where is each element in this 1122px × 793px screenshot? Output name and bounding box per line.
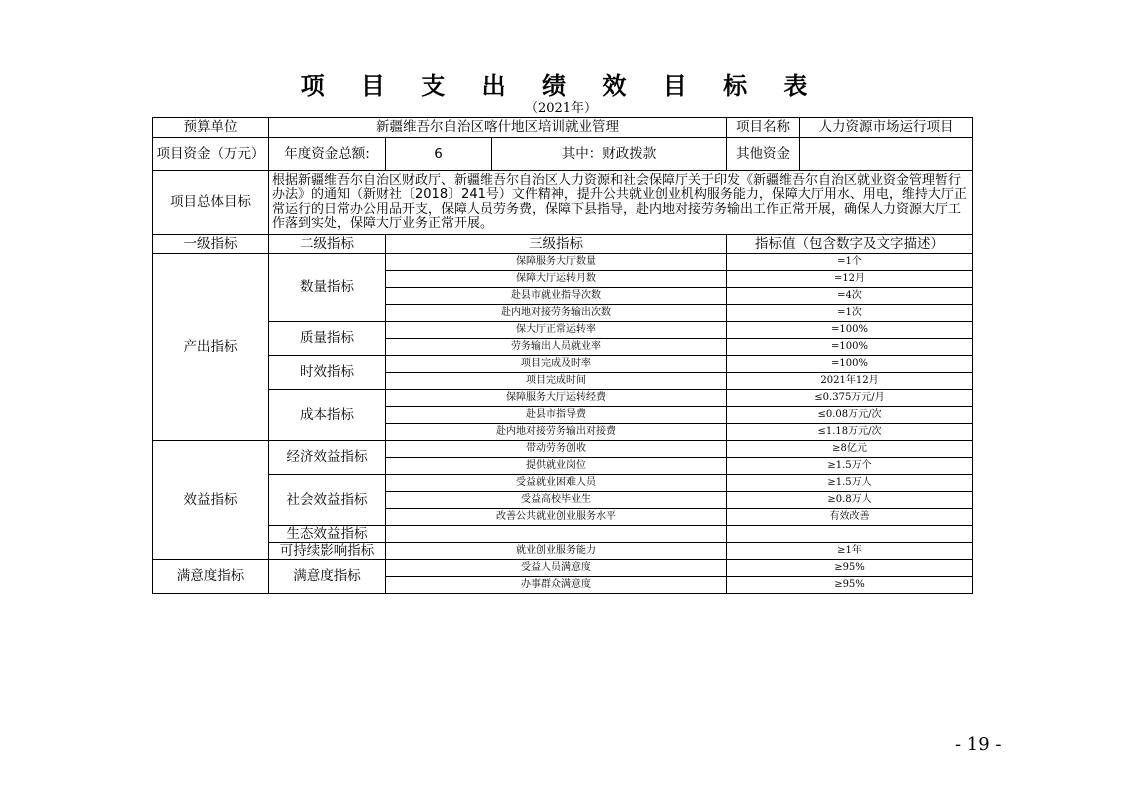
- level3-indicator: 赴县市就业指导次数: [386, 288, 727, 305]
- level3-indicator: 项目完成时间: [386, 373, 727, 390]
- level1-indicator: 满意度指标: [153, 560, 269, 594]
- level2-indicator: 社会效益指标: [269, 475, 386, 526]
- level2-indicator: 时效指标: [269, 356, 386, 390]
- table-row: [153, 254, 973, 271]
- page-title: 项 目 支 出 绩 效 目 标 表: [300, 72, 822, 100]
- indicator-value: ≥95%: [727, 560, 973, 577]
- level3-indicator: 改善公共就业创业服务水平: [386, 509, 727, 526]
- level3-indicator: [386, 526, 727, 543]
- indicator-value: ≤0.375万元/月: [727, 390, 973, 407]
- level2-indicator: 成本指标: [269, 390, 386, 441]
- table-row: [153, 560, 973, 577]
- other-label: 其他资金: [727, 138, 800, 171]
- table-row: [153, 356, 973, 373]
- level2-indicator: 数量指标: [269, 254, 386, 322]
- indicator-value: ≥0.8万人: [727, 492, 973, 509]
- indicator-value: 有效改善: [727, 509, 973, 526]
- table-row: [153, 526, 973, 543]
- table-row: [153, 390, 973, 407]
- level3-indicator: 保大厅正常运转率: [386, 322, 727, 339]
- performance-target-table: [152, 117, 973, 594]
- level3-indicator: 保障服务大厅运转经费: [386, 390, 727, 407]
- col-level1-header: 一级指标: [153, 235, 269, 254]
- page-number: - 19 -: [955, 734, 1002, 755]
- level3-indicator: 受益就业困难人员: [386, 475, 727, 492]
- year-subtitle: （2021年）: [524, 101, 598, 116]
- indicator-value: [727, 526, 973, 543]
- col-level2-header: 二级指标: [269, 235, 386, 254]
- level3-indicator: 保障服务大厅数量: [386, 254, 727, 271]
- level3-indicator: 办事群众满意度: [386, 577, 727, 594]
- level3-indicator: 劳务输出人员就业率: [386, 339, 727, 356]
- table-row: [153, 475, 973, 492]
- indicator-value: =1次: [727, 305, 973, 322]
- level3-indicator: 保障大厅运转月数: [386, 271, 727, 288]
- annual-total-value: 6: [386, 138, 492, 171]
- indicator-value: 2021年12月: [727, 373, 973, 390]
- indicator-value: ≥95%: [727, 577, 973, 594]
- level1-indicator: 产出指标: [153, 254, 269, 441]
- indicator-value: =1个: [727, 254, 973, 271]
- level3-indicator: 就业创业服务能力: [386, 543, 727, 560]
- col-value-header: 指标值（包含数字及文字描述）: [727, 235, 973, 254]
- indicator-value: =4次: [727, 288, 973, 305]
- budget-unit-label: 预算单位: [153, 118, 269, 138]
- table-row: [153, 322, 973, 339]
- level2-indicator: 可持续影响指标: [269, 543, 386, 560]
- table-row: [153, 441, 973, 458]
- level3-indicator: 赴内地对接劳务输出对接费: [386, 424, 727, 441]
- other-value: [800, 138, 973, 171]
- annual-total-label: 年度资金总额:: [269, 138, 386, 171]
- level3-indicator: 提供就业岗位: [386, 458, 727, 475]
- budget-unit-value: 新疆维吾尔自治区喀什地区培训就业管理: [269, 118, 727, 138]
- level3-indicator: 带动劳务创收: [386, 441, 727, 458]
- indicator-value: ≥1年: [727, 543, 973, 560]
- level2-indicator: 经济效益指标: [269, 441, 386, 475]
- level1-indicator: 效益指标: [153, 441, 269, 560]
- indicator-value: =100%: [727, 322, 973, 339]
- level3-indicator: 项目完成及时率: [386, 356, 727, 373]
- indicator-value: ≥1.5万个: [727, 458, 973, 475]
- level3-indicator: 受益高校毕业生: [386, 492, 727, 509]
- goal-text: 根据新疆维吾尔自治区财政厅、新疆维吾尔自治区人力资源和社会保障厅关于印发《新疆维吾尔自治区就业资金管理暂行办法》的通知（新财社〔2018〕241号）文件精神，提升公共就业创业机构服务能力，保障大厅用水、用电，维持大厅正常运行的日常办公用品开支，保障人员劳务费，保障下县指导，赴内地对接劳务输出工作正常开展，确保人力资源大厅工作落到实处，保障大厅业务正常开展。: [269, 171, 973, 235]
- funds-label: 项目资金（万元）: [153, 138, 269, 171]
- col-level3-header: 三级指标: [386, 235, 727, 254]
- indicator-value: =100%: [727, 356, 973, 373]
- project-name-value: 人力资源市场运行项目: [800, 118, 973, 138]
- indicator-value: ≥8亿元: [727, 441, 973, 458]
- indicator-value: ≤1.18万元/次: [727, 424, 973, 441]
- goal-label: 项目总体目标: [153, 171, 269, 235]
- level3-indicator: 赴内地对接劳务输出次数: [386, 305, 727, 322]
- fiscal-label: 其中：财政拨款: [492, 138, 727, 171]
- level2-indicator: 质量指标: [269, 322, 386, 356]
- level2-indicator: 满意度指标: [269, 560, 386, 594]
- level3-indicator: 赴县市指导费: [386, 407, 727, 424]
- level3-indicator: 受益人员满意度: [386, 560, 727, 577]
- level2-indicator: 生态效益指标: [269, 526, 386, 543]
- indicator-value: =12月: [727, 271, 973, 288]
- indicator-value: ≤0.08万元/次: [727, 407, 973, 424]
- project-name-label: 项目名称: [727, 118, 800, 138]
- indicator-value: =100%: [727, 339, 973, 356]
- table-row: [153, 543, 973, 560]
- indicator-value: ≥1.5万人: [727, 475, 973, 492]
